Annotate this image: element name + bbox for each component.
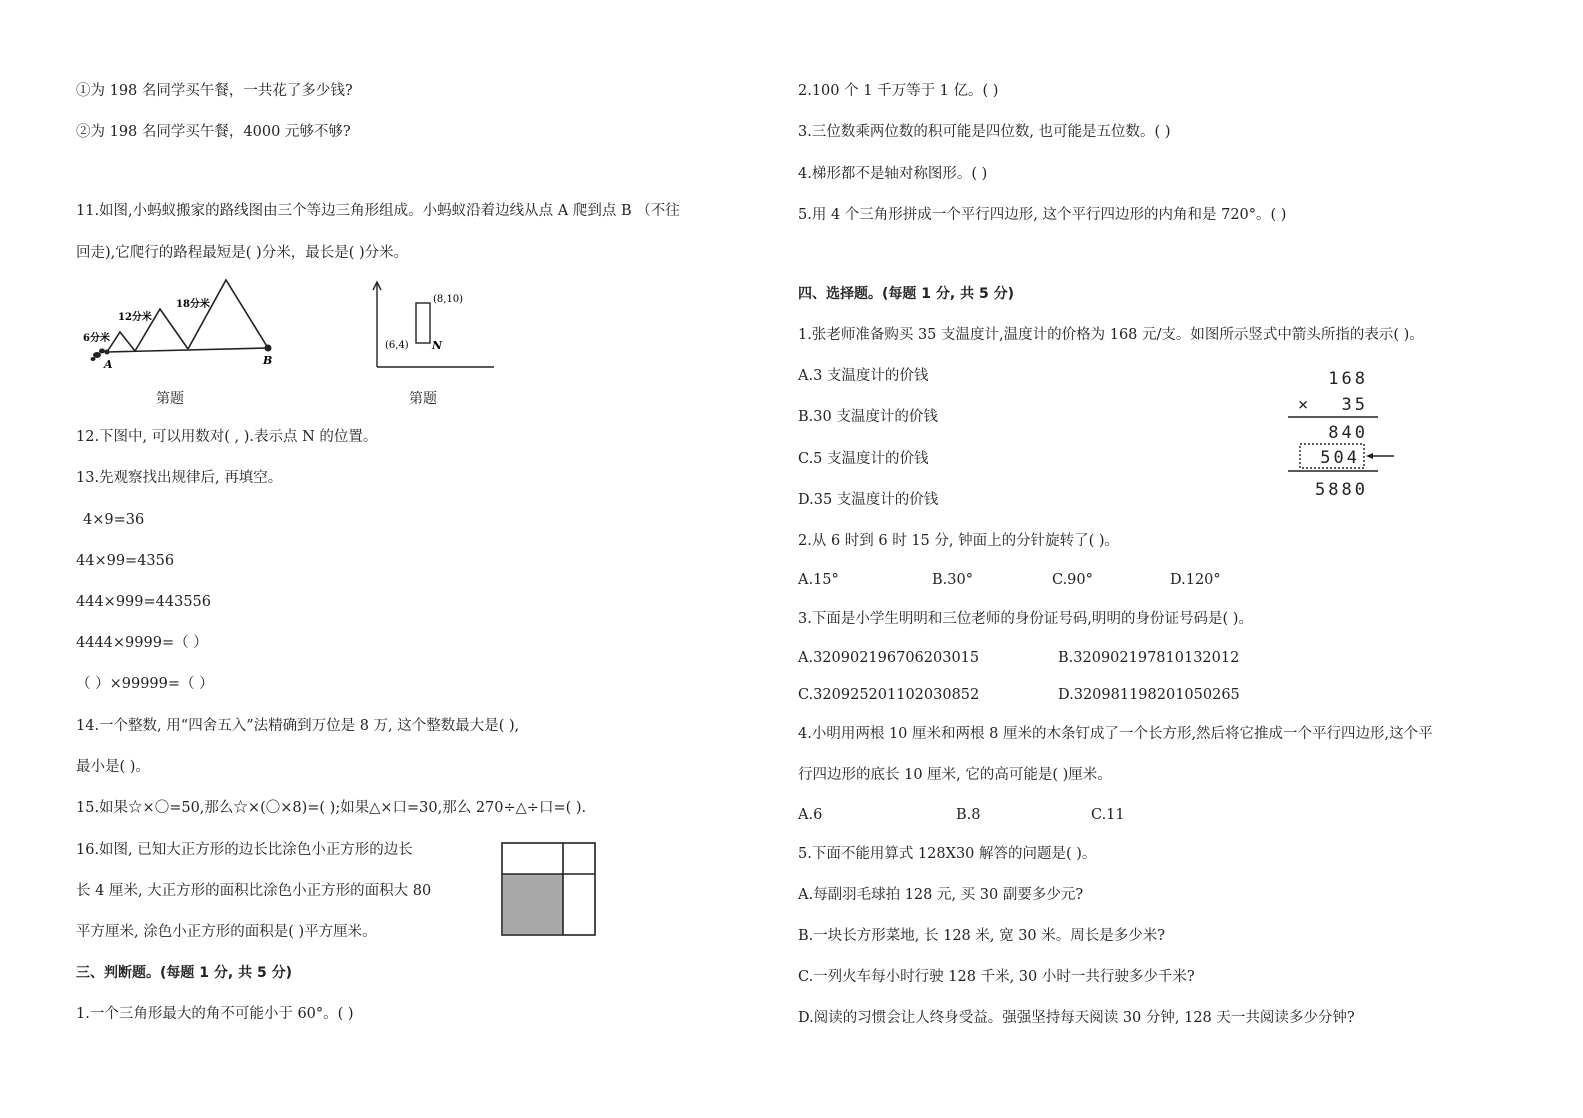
judge-q5: 5.用 4 个三角形拼成一个平行四边形, 这个平行四边形的内角和是 720°。( ) [798,207,1287,223]
choice-q4-line1: 4.小明用两根 10 厘米和两根 8 厘米的木条钉成了一个长方形,然后将它推成一个平行四边形,这个平 [798,726,1433,742]
calc-row2: 35 [1341,395,1368,415]
ant-path-figure [80,272,280,372]
q13-eq5: （ ）×99999=（ ） [76,676,214,692]
judge-q3: 3.三位数乘两位数的积可能是四位数, 也可能是五位数。( ) [798,124,1171,140]
rectangle-shape [416,303,430,343]
vertical-multiplication [1280,362,1405,504]
choice-q5-option-a: A.每副羽毛球拍 128 元, 买 30 副要多少元? [798,887,1084,903]
judge-q4: 4.梯形都不是轴对称图形。( ) [798,166,988,182]
ant-icon [91,349,106,362]
choice-q4-option-c: C.11 [1091,807,1125,823]
q11-line2: 回走),它爬行的路程最短是( )分米，最长是( )分米。 [76,245,409,261]
q10-sub1: ①为 198 名同学买午餐，一共花了多少钱? [76,83,353,99]
choice-q2-stem: 2.从 6 时到 6 时 15 分, 钟面上的分针旋转了( )。 [798,533,1120,549]
choice-q1-option-c: C.5 支温度计的价钱 [798,451,929,467]
label-6dm: 6分米 [83,333,110,344]
judge-q2: 2.100 个 1 千万等于 1 亿。( ) [798,83,999,99]
choice-q2-option-d: D.120° [1170,572,1221,588]
squares-figure [500,841,598,937]
point-b-dot [265,345,272,352]
fig12-caption: 第题 [409,391,437,407]
choice-q5-option-c: C.一列火车每小时行驶 128 千米, 30 小时一共行驶多少千米? [798,969,1195,985]
label-n: N [432,339,443,352]
choice-q3-option-a: A.320902196706203015 [798,650,980,666]
q11-line1: 11.如图,小蚂蚁搬家的路线图由三个等边三角形组成。小蚂蚁沿着边线从点 A 爬到点 B （不往 [76,203,680,219]
q15: 15.如果☆×〇=50,那么☆×(〇×8)=( );如果△×口=30,那么 270÷△÷口=( ). [76,800,587,816]
label-8-10: (8,10) [433,294,464,305]
q16-line1: 16.如图, 已知大正方形的边长比涂色小正方形的边长 [76,842,413,858]
point-a-dot [105,350,110,355]
q13-eq3: 444×999=443556 [76,594,212,610]
q10-sub2: ②为 198 名同学买午餐，4000 元够不够? [76,124,351,140]
calc-row3: 840 [1328,423,1368,443]
q14-line2: 最小是( )。 [76,759,150,775]
calc-row4: 504 [1320,448,1360,468]
choice-q1-option-d: D.35 支温度计的价钱 [798,492,939,508]
label-6-4: (6,4) [385,340,409,351]
q16-line3: 平方厘米, 涂色小正方形的面积是( )平方厘米。 [76,924,377,940]
q16-line2: 长 4 厘米, 大正方形的面积比涂色小正方形的面积大 80 [76,883,432,899]
q13-eq2: 44×99=4356 [76,553,175,569]
q13-eq1: 4×9=36 [83,512,145,528]
choice-q5-option-d: D.阅读的习惯会让人终身受益。强强坚持每天阅读 30 分钟, 128 天一共阅读多少分钟? [798,1010,1355,1026]
coordinate-figure [370,278,500,373]
label-point-a: A [104,358,113,371]
large-triangle [188,280,268,349]
choice-q2-option-b: B.30° [932,572,973,588]
choice-q4-line2: 行四边形的底长 10 厘米, 它的高可能是( )厘米。 [798,767,1112,783]
label-12dm: 12分米 [118,312,152,323]
small-triangle [107,332,135,352]
calc-row5: 5880 [1315,480,1368,500]
choice-q4-option-b: B.8 [956,807,981,823]
choice-q5-option-b: B.一块长方形菜地, 长 128 米, 宽 30 米。周长是多少米? [798,928,1166,944]
section4-title: 四、选择题。(每题 1 分, 共 5 分) [798,286,1014,302]
choice-q3-stem: 3.下面是小学生明明和三位老师的身份证号码,明明的身份证号码是( )。 [798,611,1253,627]
q13-eq4: 4444×9999=（ ） [76,635,208,651]
choice-q1-option-b: B.30 支温度计的价钱 [798,409,938,425]
judge-q1: 1.一个三角形最大的角不可能小于 60°。( ) [76,1006,354,1022]
q13: 13.先观察找出规律后, 再填空。 [76,470,283,486]
calc-times-sign: × [1298,395,1309,415]
calc-row1: 168 [1328,369,1368,389]
label-18dm: 18分米 [176,299,210,310]
q12: 12.下图中, 可以用数对( , ).表示点 N 的位置。 [76,429,378,445]
choice-q5-stem: 5.下面不能用算式 128X30 解答的问题是( )。 [798,846,1097,862]
choice-q3-option-d: D.320981198201050265 [1058,687,1240,703]
shaded-small-square [503,874,563,934]
choice-q1-stem: 1.张老师准备购买 35 支温度计,温度计的价格为 168 元/支。如图所示竖式中箭头所指的表示( )。 [798,327,1424,343]
choice-q3-option-b: B.320902197810132012 [1058,650,1240,666]
choice-q1-option-a: A.3 支温度计的价钱 [798,368,929,384]
choice-q2-option-a: A.15° [798,572,839,588]
choice-q3-option-c: C.320925201102030852 [798,687,980,703]
fig11-caption: 第题 [156,391,184,407]
section3-title: 三、判断题。(每题 1 分, 共 5 分) [76,965,292,981]
choice-q2-option-c: C.90° [1052,572,1093,588]
label-point-b: B [263,354,273,367]
left-arrow-icon [1366,453,1373,459]
choice-q4-option-a: A.6 [798,807,823,823]
q14-line1: 14.一个整数, 用“四舍五入”法精确到万位是 8 万, 这个整数最大是( ), [76,718,520,734]
